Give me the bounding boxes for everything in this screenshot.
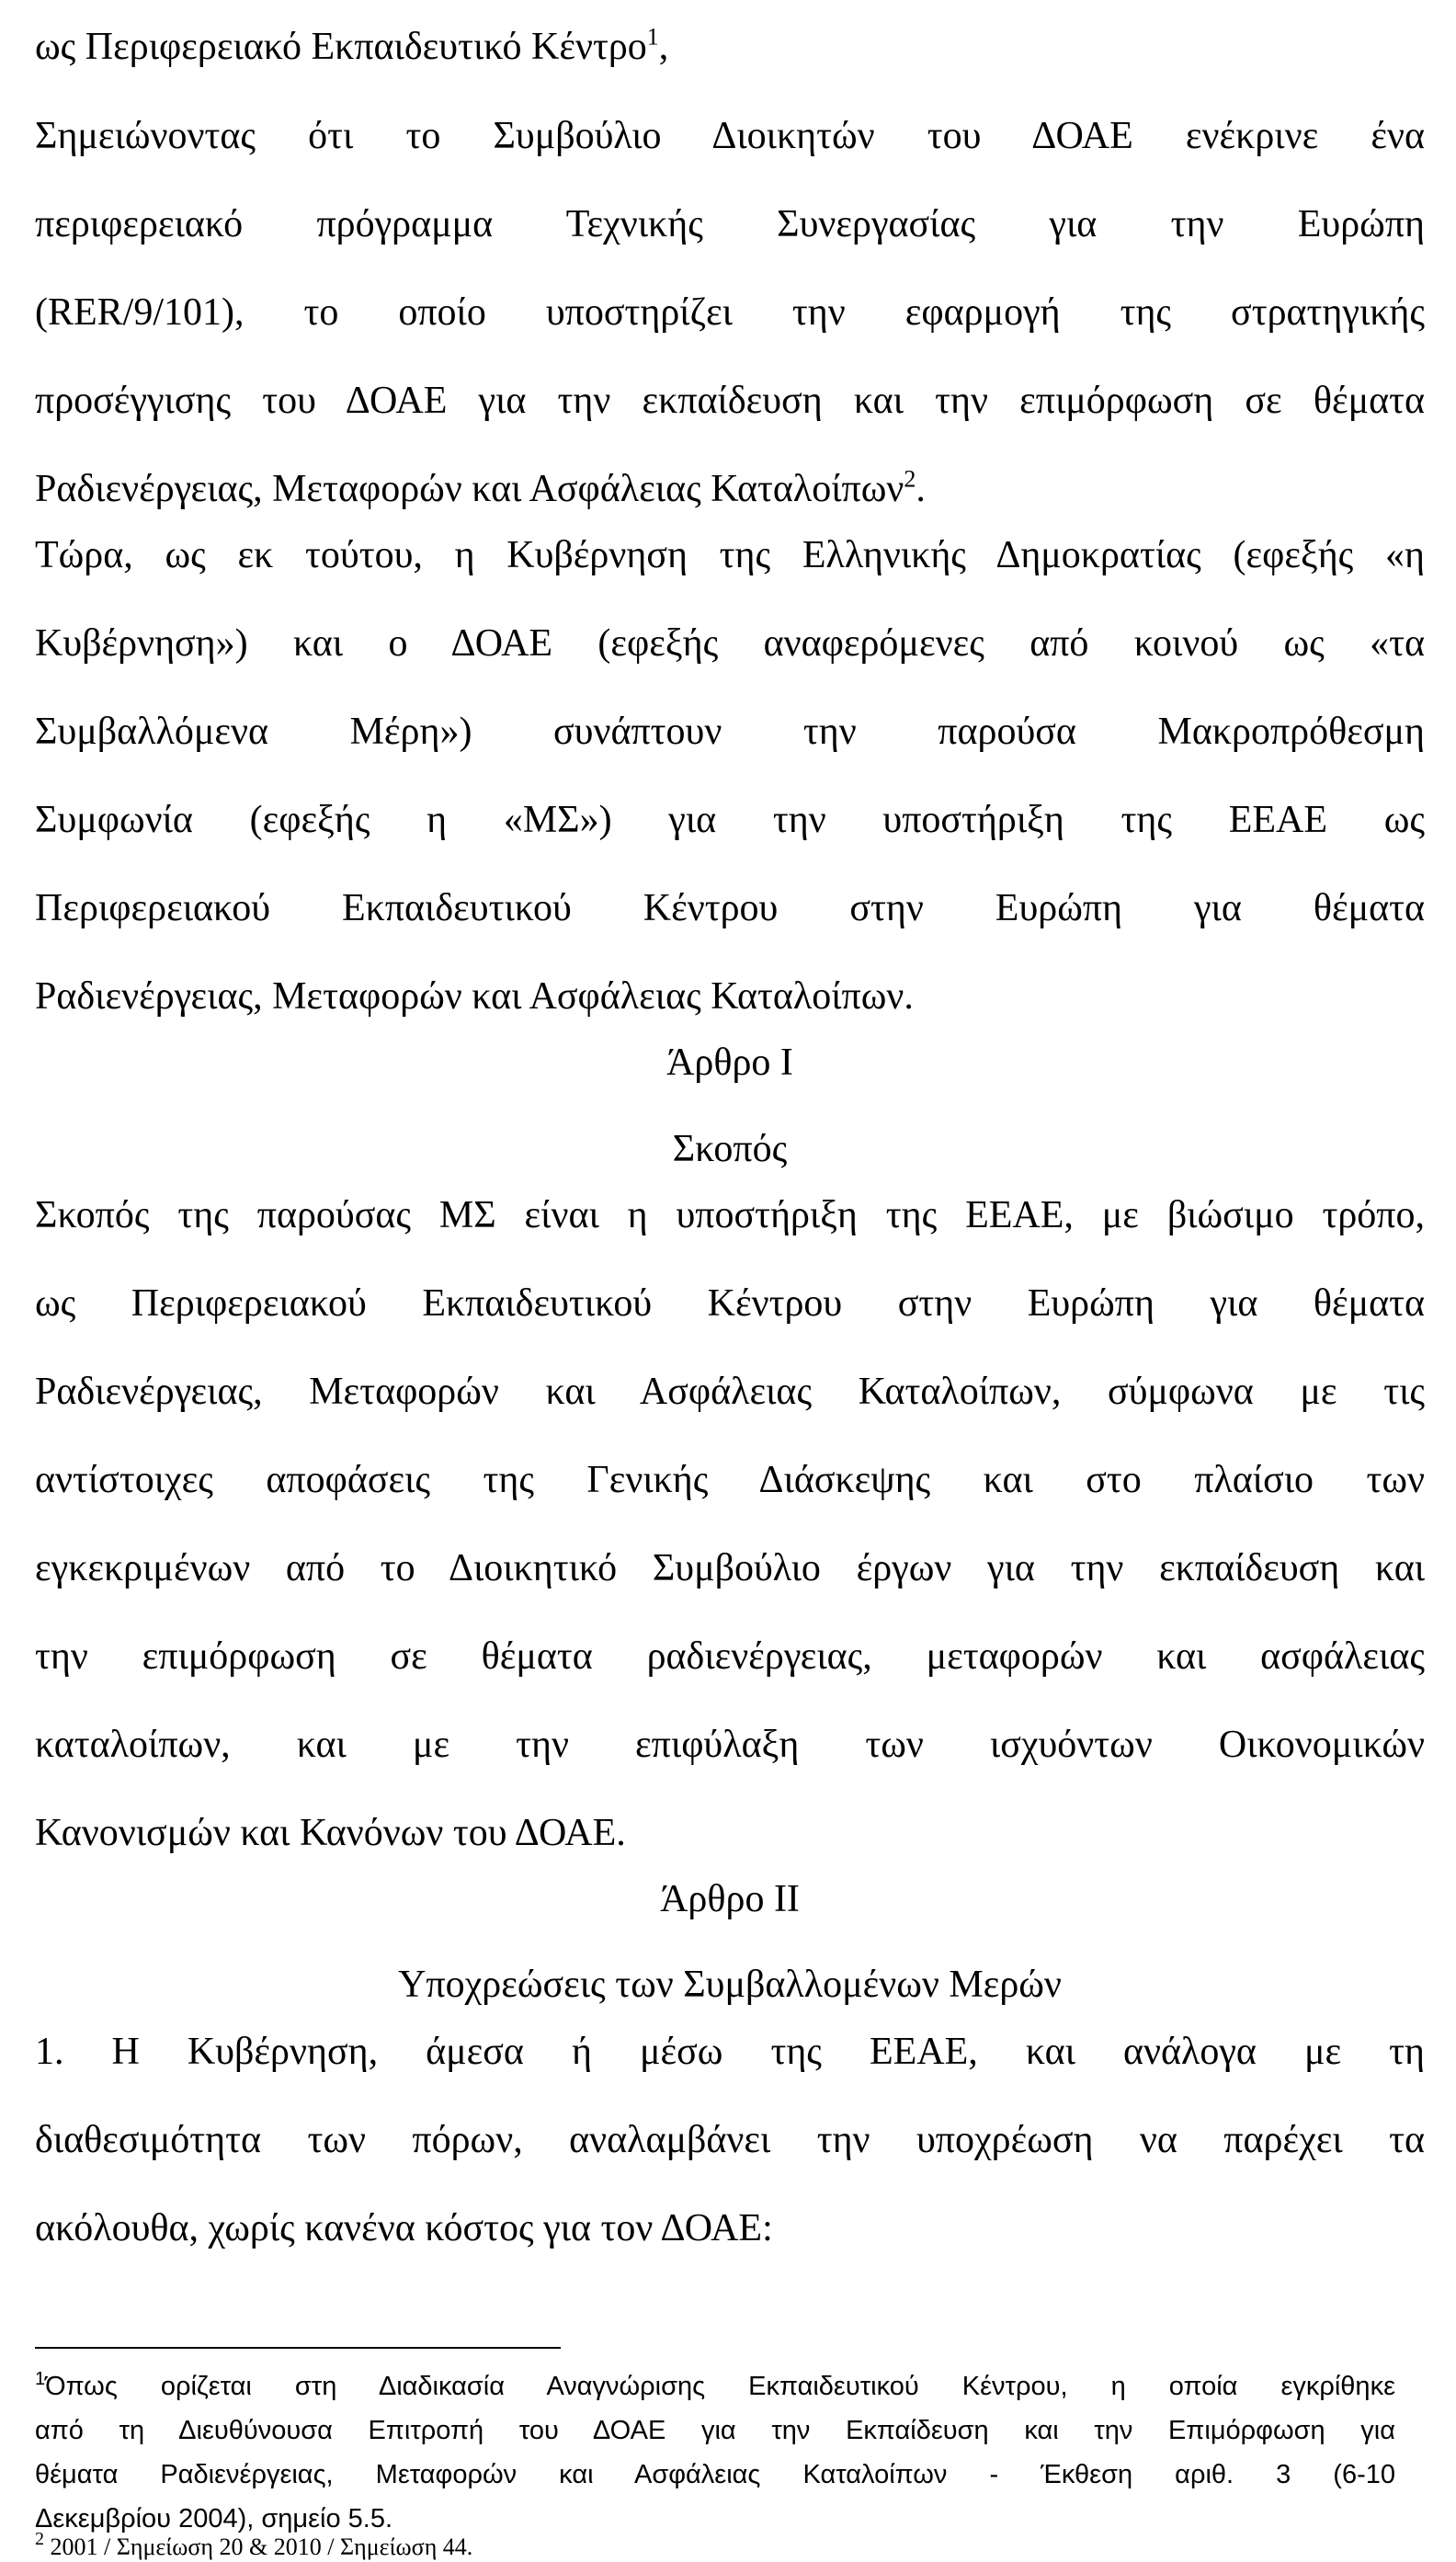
footnote-2-line: $^2$ 2001 / Σημείωση 20 & 2010 / Σημείωση 44. (35, 2529, 473, 2560)
footnote-2-marker: 2 (35, 2529, 44, 2549)
footnote-1-line: θέματα Ραδιενέργειας, Μεταφορών και Ασφάλειας Καταλοίπων - Έκθεση αριθ. 3 (6-10 (35, 2460, 1395, 2489)
noting-line: Ραδιενέργειας, Μεταφορών και Ασφάλειας Καταλοίπων$^2$. (35, 465, 926, 510)
article-2-title: Υποχρεώσεις των Συμβαλλομένων Μερών (398, 1964, 1062, 2006)
footnote-ref-2[interactable]: 2 (904, 465, 916, 493)
article-1-title: Σκοπός (672, 1128, 788, 1170)
article-2-number: Άρθρο ΙΙ (660, 1878, 800, 1920)
intro-line: ως Περιφερειακό Εκπαιδευτικό Κέντρο$^1$, (35, 23, 669, 68)
article-1-line: εγκεκριμένων από το Διοικητικό Συμβούλιο έργων για την εκπαίδευση και (35, 1547, 1425, 1589)
article-1-line: Ραδιενέργειας, Μεταφορών και Ασφάλειας Καταλοίπων, σύμφωνα με τις (35, 1371, 1425, 1413)
article-2-line: 1. Η Κυβέρνηση, άμεσα ή μέσω της ΕΕΑΕ, και ανάλογα με τη (35, 2031, 1425, 2073)
article-1-number: Άρθρο Ι (666, 1042, 793, 1084)
noting-line: προσέγγισης του ΔΟΑΕ για την εκπαίδευση και την επιμόρφωση σε θέματα (35, 380, 1425, 422)
footnote-1-marker: 1 (35, 2369, 46, 2389)
now-therefore-line: Ραδιενέργειας, Μεταφορών και Ασφάλειας Καταλοίπων. (35, 975, 914, 1018)
article-1-line: Κανονισμών και Κανόνων του ΔΟΑΕ. (35, 1812, 626, 1854)
article-2-line: διαθεσιμότητα των πόρων, αναλαμβάνει την υποχρέωση να παρέχει τα (35, 2119, 1425, 2161)
article-2-line: ακόλουθα, χωρίς κανένα κόστος για τον ΔΟΑΕ: (35, 2207, 773, 2249)
footnote-ref-1[interactable]: 1 (646, 23, 659, 51)
article-1-line: Σκοπός της παρούσας ΜΣ είναι η υποστήριξη της ΕΕΑΕ, με βιώσιμο τρόπο, (35, 1194, 1425, 1236)
now-therefore-line: Κυβέρνηση») και ο ΔΟΑΕ (εφεξής αναφερόμενες από κοινού ως «τα (35, 622, 1425, 665)
footnote-1-line: από τη Διευθύνουσα Επιτροπή του ΔΟΑΕ για την Εκπαίδευση και την Επιμόρφωση για (35, 2416, 1395, 2445)
noting-line: Σημειώνοντας ότι το Συμβούλιο Διοικητών του ΔΟΑΕ ενέκρινε ένα (35, 115, 1425, 157)
article-1-line: την επιμόρφωση σε θέματα ραδιενέργειας, μεταφορών και ασφάλειας (35, 1635, 1425, 1678)
article-1-line: ως Περιφερειακού Εκπαιδευτικού Κέντρου στην Ευρώπη για θέματα (35, 1282, 1425, 1325)
noting-line: (RER/9/101), το οποίο υποστηρίζει την εφαρμογή της στρατηγικής (35, 291, 1425, 334)
footnote-separator (35, 2347, 561, 2349)
article-1-line: αντίστοιχες αποφάσεις της Γενικής Διάσκεψης και στο πλαίσιο των (35, 1459, 1425, 1501)
now-therefore-line: Περιφερειακού Εκπαιδευτικού Κέντρου στην Ευρώπη για θέματα (35, 887, 1425, 929)
now-therefore-line: Τώρα, ως εκ τούτου, η Κυβέρνηση της Ελληνικής Δημοκρατίας (εφεξής «η (35, 534, 1425, 576)
footnote-1-line: Δεκεμβρίου 2004), σημείο 5.5. (35, 2504, 393, 2534)
intro-text: ως Περιφερειακό Εκπαιδευτικό Κέντρο (35, 26, 647, 68)
now-therefore-line: Συμφωνία (εφεξής η «ΜΣ») για την υποστήριξη της ΕΕΑΕ ως (35, 799, 1425, 841)
now-therefore-line: Συμβαλλόμενα Μέρη») συνάπτουν την παρούσα Μακροπρόθεσμη (35, 711, 1425, 753)
document-page (35, 0, 1425, 2562)
noting-line: περιφερειακό πρόγραμμα Τεχνικής Συνεργασίας για την Ευρώπη (35, 203, 1425, 245)
footnote-1-line: $^1$Όπως ορίζεται στη Διαδικασία Αναγνώρισης Εκπαιδευτικού Κέντρου, η οποία εγκρίθηκε (35, 2369, 1395, 2401)
article-1-line: καταλοίπων, και με την επιφύλαξη των ισχυόντων Οικονομικών (35, 1724, 1425, 1766)
